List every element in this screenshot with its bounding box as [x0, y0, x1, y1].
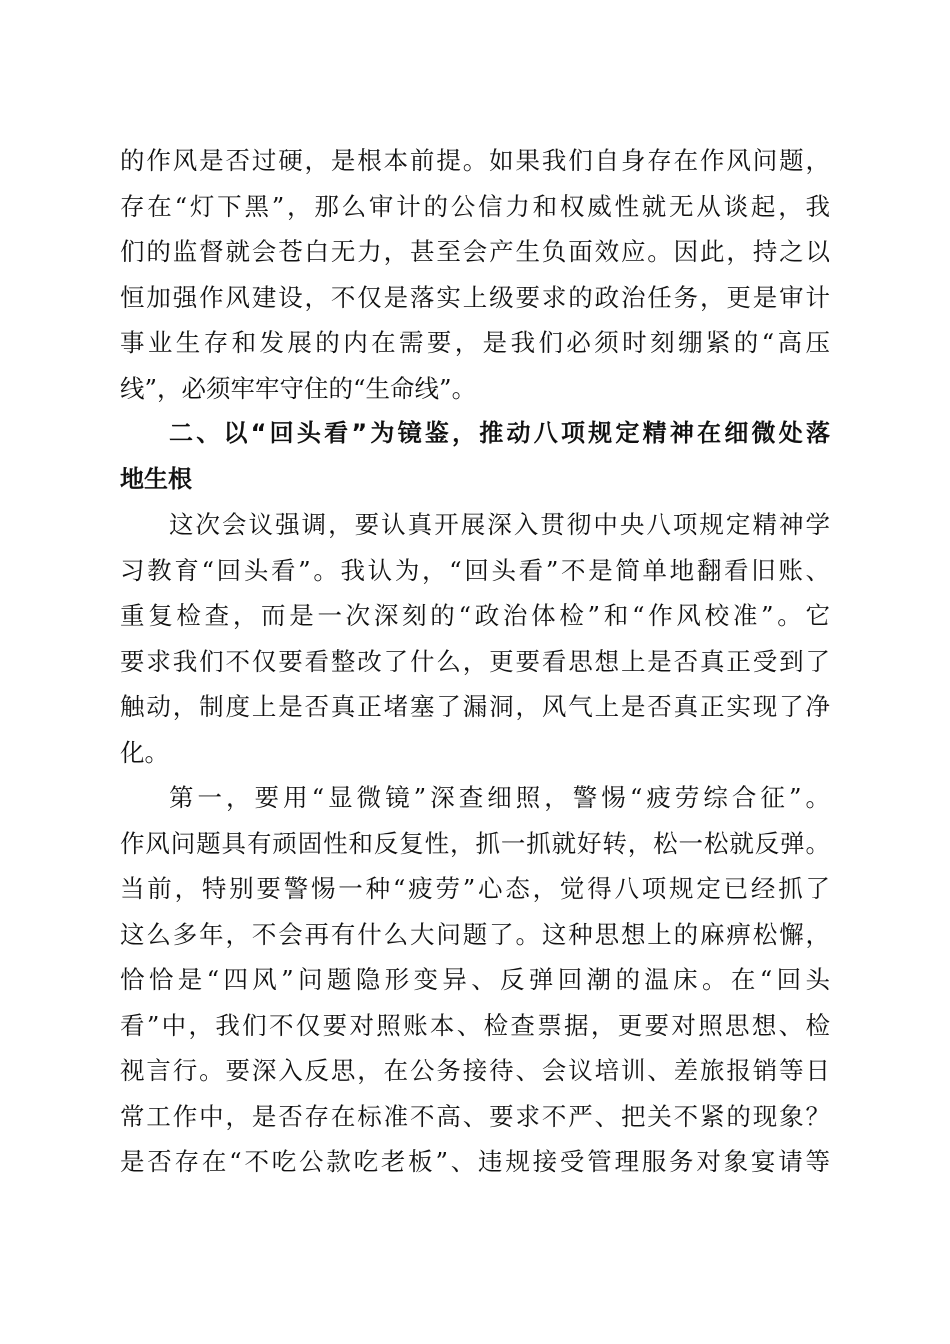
body-line: 化。 — [120, 737, 169, 767]
section-heading-continuation: 地生根 — [120, 464, 192, 493]
body-line: 的作风是否过硬，是根本前提。如果我们自身存在作风问题， — [120, 146, 830, 175]
body-line: 这么多年，不会再有什么大问题了。这种思想上的麻痹松懈， — [120, 919, 830, 949]
body-line: 恰恰是“四风”问题隐形变异、反弹回潮的温床。在“回头 — [120, 965, 830, 994]
body-line: 们的监督就会苍白无力，甚至会产生负面效应。因此，持之以 — [120, 237, 830, 266]
body-line: 重复检查，而是一次深刻的“政治体检”和“作风校准”。它 — [120, 601, 830, 630]
document-body — [120, 138, 830, 1185]
body-line: 触动，制度上是否真正堵塞了漏洞，风气上是否真正实现了净 — [120, 692, 830, 721]
body-line: 线”，必须牢牢守住的“生命线”。 — [120, 373, 477, 403]
body-line: 这次会议强调，要认真开展深入贯彻中央八项规定精神学 — [169, 510, 830, 539]
body-line: 看”中，我们不仅要对照账本、检查票据，更要对照思想、检 — [120, 1010, 830, 1040]
body-line: 当前，特别要警惕一种“疲劳”心态，觉得八项规定已经抓了 — [120, 874, 830, 903]
body-line: 常工作中，是否存在标准不高、要求不严、把关不紧的现象？ — [120, 1101, 830, 1131]
body-line: 视言行。要深入反思，在公务接待、会议培训、差旅报销等日 — [120, 1056, 830, 1085]
body-line: 第一，要用“显微镜”深查细照，警惕“疲劳综合征”。 — [169, 783, 830, 812]
body-line: 习教育“回头看”。我认为，“回头看”不是简单地翻看旧账、 — [120, 555, 830, 585]
section-heading: 二、以“回头看”为镜鉴，推动八项规定精神在细微处落 — [169, 419, 830, 447]
body-line: 事业生存和发展的内在需要，是我们必须时刻绷紧的“高压 — [120, 328, 830, 357]
body-line: 存在“灯下黑”，那么审计的公信力和权威性就无从谈起，我 — [120, 191, 830, 221]
body-line: 恒加强作风建设，不仅是落实上级要求的政治任务，更是审计 — [120, 282, 830, 312]
body-line: 是否存在“不吃公款吃老板”、违规接受管理服务对象宴请等 — [120, 1147, 830, 1176]
body-line: 要求我们不仅要看整改了什么，更要看思想上是否真正受到了 — [120, 646, 830, 676]
body-line: 作风问题具有顽固性和反复性，抓一抓就好转，松一松就反弹。 — [120, 828, 830, 858]
